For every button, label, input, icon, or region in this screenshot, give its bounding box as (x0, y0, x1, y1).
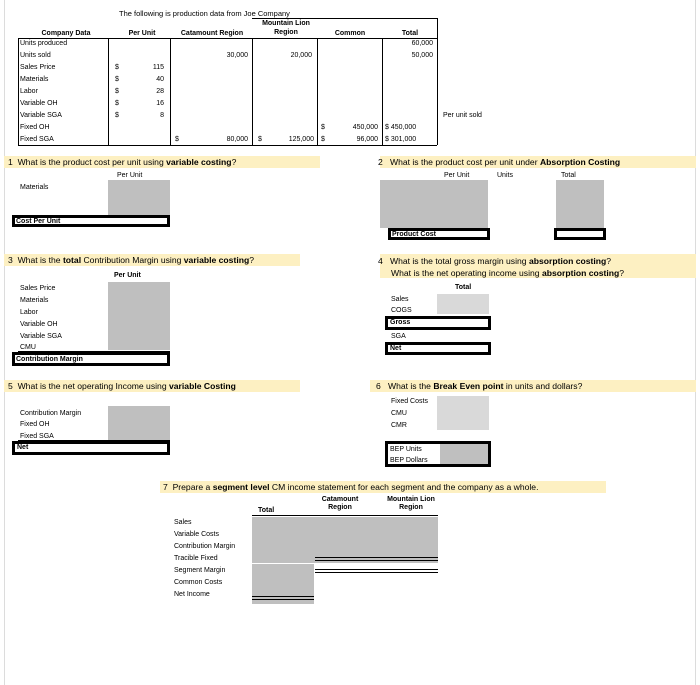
q4-row-cogs: COGS (391, 307, 412, 314)
row-label: Sales Price (20, 64, 56, 71)
cell-per-unit: 16 (156, 100, 164, 107)
header-common: Common (334, 30, 366, 37)
q7-row-label: Variable Costs (174, 531, 220, 538)
q6-row-label: CMR (391, 422, 407, 429)
cell-dollar: $ (258, 136, 262, 143)
header-per-unit: Per Unit (128, 30, 156, 37)
q3-row-label: Variable OH (20, 321, 58, 328)
q4-line2: What is the net operating income using absorption costing? (391, 268, 625, 278)
q7-col-catamount: Catamount Region (321, 496, 359, 511)
per-unit-sold-note: Per unit sold (443, 112, 482, 119)
row-label: Variable OH (20, 100, 58, 107)
cell-dollar: $ (115, 88, 119, 95)
table-border (382, 38, 383, 145)
header-total: Total (401, 30, 419, 37)
q7-double-line (315, 557, 438, 561)
q7-row-label: Segment Margin (174, 567, 226, 574)
q4-line1: 4 What is the total gross margin using absorption costing? (378, 256, 612, 266)
cell-mountain-lion: 20,000 (290, 52, 312, 59)
q3-row-label: Labor (20, 309, 38, 316)
q7-row-label: Contribution Margin (174, 543, 236, 550)
row-label: Materials (20, 76, 49, 83)
q6-row-label: Fixed Costs (391, 398, 428, 405)
q3-answer-area[interactable] (108, 282, 170, 350)
q7-header-line (252, 515, 438, 516)
q7-double-line (315, 569, 438, 573)
cell-dollar: $ (115, 64, 119, 71)
q4-row-net: Net (390, 345, 402, 352)
grid-line (4, 0, 5, 685)
q3-row-label: Materials (20, 297, 49, 304)
q5-answer-area[interactable] (108, 406, 170, 440)
q7-row-label: Sales (174, 519, 192, 526)
q7-row-label: Common Costs (174, 579, 223, 586)
q3-col-per-unit: Per Unit (114, 272, 141, 279)
row-label: Fixed OH (20, 124, 50, 131)
table-border (108, 38, 109, 145)
table-border (18, 145, 437, 146)
q2-text: 2 What is the product cost per unit under Absorption Costing (378, 157, 621, 167)
table-border (18, 38, 437, 39)
q5-row-label: Fixed SGA (20, 433, 54, 440)
cell-per-unit: 8 (160, 112, 164, 119)
row-label: Variable SGA (20, 112, 62, 119)
row-label: Fixed SGA (20, 136, 54, 143)
q7-row-label: Net Income (174, 591, 210, 598)
q3-contribution-margin-label: Contribution Margin (16, 356, 83, 363)
q3-row-label: Sales Price (20, 285, 56, 292)
q2-total-box[interactable] (554, 228, 606, 240)
q1-text: 1 What is the product cost per unit using variable costing? (8, 157, 237, 167)
q5-net-box[interactable] (12, 441, 170, 455)
table-border (317, 38, 318, 145)
q6-bep-units: BEP Units (390, 446, 422, 453)
q6-text: 6 What is the Break Even point in units and dollars? (376, 381, 583, 391)
q1-col-per-unit: Per Unit (117, 172, 143, 179)
cell-dollar: $ (115, 76, 119, 83)
cell-total: 50,000 (411, 52, 433, 59)
q7-col-mountain-lion: Mountain Lion Region (387, 496, 435, 511)
cell-total: $ 450,000 (385, 124, 417, 131)
q3-row-cmu: CMU (20, 344, 36, 351)
q7-col-total: Total (258, 507, 275, 514)
q2-per-unit-area[interactable] (380, 180, 488, 228)
header-catamount: Catamount Region (180, 30, 244, 37)
row-label: Units sold (20, 52, 51, 59)
cell-mountain-lion: 125,000 (288, 136, 314, 143)
q2-total-area[interactable] (556, 180, 604, 228)
q2-col-total: Total (561, 172, 576, 179)
q4-sales-cogs-area[interactable] (437, 294, 489, 314)
cell-dollar: $ (115, 100, 119, 107)
q4-row-sga: SGA (391, 333, 406, 340)
header-mountain-lion: Mountain Lion Region (262, 20, 310, 36)
q6-bep-dollars: BEP Dollars (390, 457, 428, 464)
cell-total: 60,000 (411, 40, 433, 47)
q7-row-label: Tracible Fixed (174, 555, 218, 562)
q2-col-per-unit: Per Unit (444, 172, 470, 179)
table-border (170, 38, 171, 145)
cell-common: 96,000 (356, 136, 378, 143)
row-label: Units produced (20, 40, 68, 47)
cell-dollar: $ (321, 136, 325, 143)
q7-double-line (252, 596, 314, 600)
cell-total: $ 301,000 (385, 136, 417, 143)
table-border (18, 38, 19, 145)
cell-dollar: $ (321, 124, 325, 131)
q5-text: 5 What is the net operating Income using variable Costing (8, 381, 236, 391)
table-border (437, 18, 438, 145)
q5-row-net: Net (17, 444, 29, 451)
q6-answer-area[interactable] (437, 396, 489, 430)
sheet-title: The following is production data from Joe Company (119, 9, 290, 18)
q6-bep-answer[interactable] (440, 444, 488, 464)
q6-row-label: CMU (391, 410, 407, 417)
grid-line (695, 0, 696, 685)
cell-catamount: 80,000 (226, 136, 248, 143)
q2-col-units: Units (497, 172, 513, 179)
q4-row-sales: Sales (391, 296, 409, 303)
q5-row-label: Contribution Margin (20, 410, 82, 417)
cell-dollar: $ (115, 112, 119, 119)
q5-row-label: Fixed OH (20, 421, 50, 428)
q4-col-total: Total (455, 284, 472, 291)
cell-per-unit: 40 (156, 76, 164, 83)
cell-catamount: 30,000 (226, 52, 248, 59)
q7-text: 7 Prepare a segment level CM income statement for each segment and the company as a whole. (163, 482, 539, 492)
cell-common: 450,000 (352, 124, 378, 131)
cell-per-unit: 115 (152, 64, 164, 71)
q2-product-cost-label: Product Cost (392, 231, 436, 238)
row-label: Labor (20, 88, 38, 95)
q3-row-label: Variable SGA (20, 333, 62, 340)
header-company-data: Company Data (41, 30, 91, 37)
table-border (252, 38, 253, 145)
q1-answer-area[interactable] (108, 180, 170, 216)
q3-text: 3 What is the total Contribution Margin using variable costing? (8, 255, 254, 265)
q4-row-gross: Gross (390, 319, 411, 326)
cell-per-unit: 28 (156, 88, 164, 95)
cell-dollar: $ (175, 136, 179, 143)
table-border (252, 18, 437, 19)
q1-row-materials: Materials (20, 184, 49, 191)
q1-cost-per-unit-label: Cost Per Unit (16, 218, 61, 225)
